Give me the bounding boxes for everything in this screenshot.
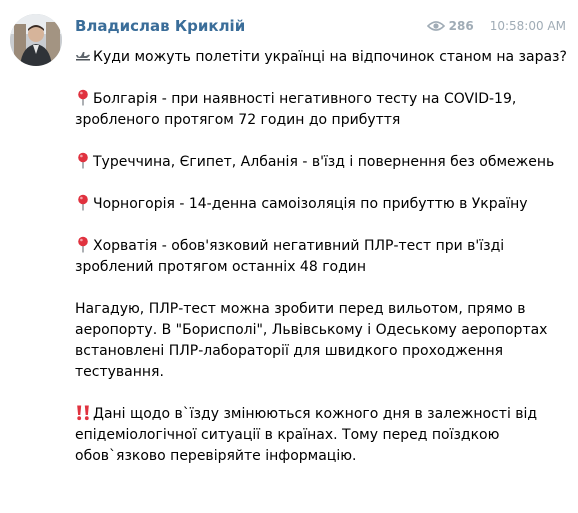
message-paragraph [75, 404, 570, 467]
message-paragraph [75, 194, 570, 215]
message-paragraph [75, 47, 570, 68]
post-meta [427, 19, 566, 33]
airplane-icon [75, 47, 91, 64]
paragraph-text: Чорногорія - 14-денна самоізоляція по прибуттю в Україну [93, 196, 528, 212]
views-count: 286 [448, 19, 474, 33]
eye-icon [427, 20, 445, 32]
post-time: 10:58:00 AM [489, 19, 566, 33]
paragraph-text: Туреччина, Єгипет, Албанія - в'їзд і повернення без обмежень [93, 154, 555, 170]
round-pushpin-icon [75, 89, 91, 106]
message-paragraph [75, 299, 570, 383]
message-paragraph [75, 236, 570, 278]
post-header [75, 17, 566, 39]
message-paragraph [75, 89, 570, 131]
paragraph-text: Дані щодо в`їзду змінюються кожного дня в залежності від епідеміологічної ситуації в країнах. Тому перед поїздкою обов`язково перевіряйте інформацію. [75, 406, 538, 464]
round-pushpin-icon [75, 194, 91, 211]
round-pushpin-icon [75, 152, 91, 169]
paragraph-text: Хорватія - обов'язковий негативний ПЛР-тест при в'їзді зроблений протягом останніх 48 годин [75, 238, 505, 275]
double-exclamation-icon [75, 404, 91, 421]
avatar-photo [10, 14, 62, 66]
message-paragraph [75, 152, 570, 173]
round-pushpin-icon [75, 236, 91, 253]
author-name[interactable]: Владислав Криклій [75, 17, 246, 35]
paragraph-text: Болгарія - при наявності негативного тесту на COVID-19, зробленого протягом 72 годин до прибуття [75, 91, 517, 128]
paragraph-text: Нагадую, ПЛР-тест можна зробити перед вильотом, прямо в аеропорту. В "Борисполі", Львівському і Одеському аеропортах встановлені ПЛР-лабораторії для швидкого проходження тестування. [75, 301, 548, 380]
author-avatar[interactable] [10, 14, 62, 66]
message-text [75, 47, 570, 467]
paragraph-text: Куди можуть полетіти українці на відпочинок станом на зараз? [93, 49, 567, 65]
